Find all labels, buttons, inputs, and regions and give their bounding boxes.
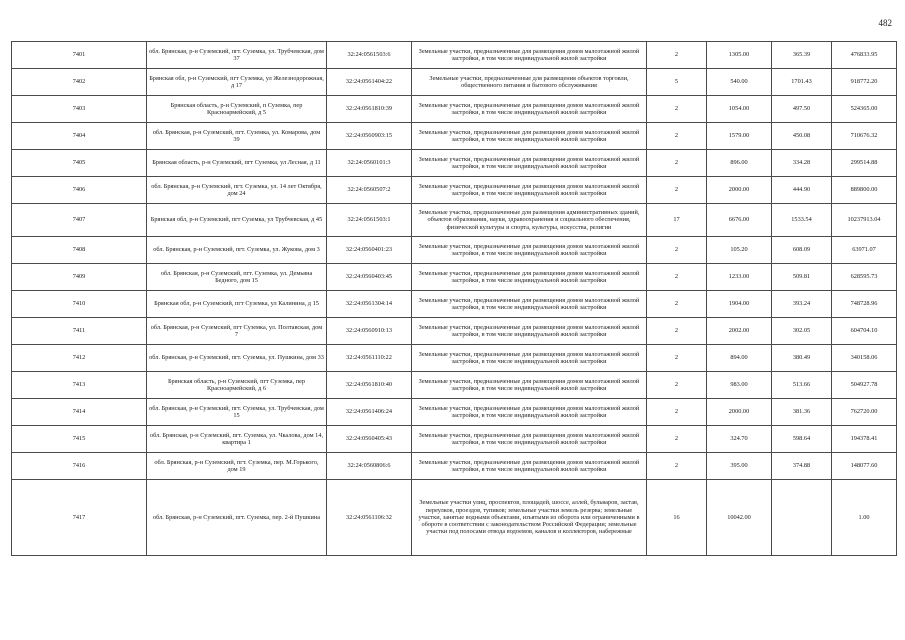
row-land-use: Земельные участки, предназначенные для размещения домов малоэтажной жилой застройки, в том числе индивидуальной жилой застройки [412,291,647,318]
row-group-code: 17 [647,204,707,237]
row-cadastral-number: 32:24:0561110:22 [327,345,412,372]
row-land-use: Земельные участки, предназначенные для размещения административных зданий, объектов образования, науки, здравоохранения и социального обеспечения, физической культуры и спорта, культуры, искусства, религии [412,204,647,237]
row-address: Брянская обл, р-н Суземский, пгт Суземка, ул Трубчевская, д 45 [147,204,327,237]
row-address: Брянская область, р-н Суземский, пгт Суземка, ул Лесная, д 11 [147,150,327,177]
row-group-code: 16 [647,480,707,556]
row-address: обл. Брянская, р-н Суземский, пгт. Суземка, ул. Чкалова, дом 14, квартира 1 [147,426,327,453]
row-area: 324.70 [707,426,772,453]
row-area: 1054.00 [707,96,772,123]
table-row [12,177,897,204]
table-row [12,96,897,123]
table-row [12,150,897,177]
row-specific-value: 393.24 [772,291,832,318]
row-area: 983.00 [707,372,772,399]
row-specific-value: 497.50 [772,96,832,123]
row-land-use: Земельные участки, предназначенные для размещения домов малоэтажной жилой застройки, в том числе индивидуальной жилой застройки [412,150,647,177]
row-address: обл. Брянская, р-н Суземский, пгт Суземка, ул. Полтавская, дом 7 [147,318,327,345]
row-address: Брянская обл, р-н Суземский, пгт Суземка, ул Железнодорожная, д 17 [147,69,327,96]
row-cadastral-number: 32:24:0561503:1 [327,204,412,237]
row-land-use: Земельные участки, предназначенные для размещения домов малоэтажной жилой застройки, в том числе индивидуальной жилой застройки [412,42,647,69]
row-number: 7417 [12,480,147,556]
row-specific-value: 374.88 [772,453,832,480]
row-area: 896.00 [707,150,772,177]
row-cadastral-value: 194378.41 [832,426,897,453]
row-cadastral-value: 63971.07 [832,237,897,264]
row-cadastral-number: 32:24:0561304:14 [327,291,412,318]
row-cadastral-value: 10237913.04 [832,204,897,237]
row-cadastral-value: 148077.60 [832,453,897,480]
row-area: 2002.00 [707,318,772,345]
row-group-code: 2 [647,264,707,291]
cadastral-value-table [11,41,897,556]
row-cadastral-value: 604704.10 [832,318,897,345]
row-address: обл. Брянская, р-н Суземский, пгт. Суземка, пер. М.Горького, дом 19 [147,453,327,480]
table-row [12,123,897,150]
row-specific-value: 1701.43 [772,69,832,96]
row-specific-value: 365.39 [772,42,832,69]
table-row [12,291,897,318]
row-cadastral-value: 762720.00 [832,399,897,426]
row-area: 395.00 [707,453,772,480]
row-cadastral-value: 918772.20 [832,69,897,96]
row-group-code: 2 [647,177,707,204]
table-row [12,345,897,372]
row-number: 7415 [12,426,147,453]
row-number: 7409 [12,264,147,291]
row-land-use: Земельные участки, предназначенные для размещения домов малоэтажной жилой застройки, в том числе индивидуальной жилой застройки [412,123,647,150]
page-number: 482 [878,18,892,28]
row-cadastral-value: 748728.96 [832,291,897,318]
row-number: 7406 [12,177,147,204]
row-area: 105.20 [707,237,772,264]
row-cadastral-value: 628595.73 [832,264,897,291]
table-row [12,426,897,453]
row-area: 2000.00 [707,399,772,426]
row-land-use: Земельные участки, предназначенные для размещения домов малоэтажной жилой застройки, в том числе индивидуальной жилой застройки [412,426,647,453]
row-cadastral-value: 504927.78 [832,372,897,399]
row-land-use: Земельные участки, предназначенные для размещения домов малоэтажной жилой застройки, в том числе индивидуальной жилой застройки [412,177,647,204]
row-number: 7405 [12,150,147,177]
row-number: 7408 [12,237,147,264]
row-cadastral-number: 32:24:0560903:15 [327,123,412,150]
row-address: обл. Брянская, р-н Суземский, пгт. Суземка, ул. Трубчевская, дом 37 [147,42,327,69]
row-number: 7410 [12,291,147,318]
row-number: 7407 [12,204,147,237]
row-specific-value: 444.90 [772,177,832,204]
row-cadastral-number: 32:24:0560101:3 [327,150,412,177]
row-land-use: Земельные участки, предназначенные для размещения домов малоэтажной жилой застройки, в том числе индивидуальной жилой застройки [412,237,647,264]
row-address: Брянская область, р-н Суземский, п Суземка, пер Красноармейский, д 5 [147,96,327,123]
row-address: обл. Брянская, р-н Суземский, пгт. Суземка, пер. 2-й Пушкина [147,480,327,556]
row-group-code: 2 [647,291,707,318]
row-cadastral-number: 32:24:0560507:2 [327,177,412,204]
row-group-code: 2 [647,42,707,69]
table-row [12,264,897,291]
row-area: 1904.00 [707,291,772,318]
row-land-use: Земельные участки, предназначенные для размещения домов малоэтажной жилой застройки, в том числе индивидуальной жилой застройки [412,453,647,480]
row-number: 7416 [12,453,147,480]
row-group-code: 2 [647,372,707,399]
table-row [12,480,897,556]
row-cadastral-value: 1.00 [832,480,897,556]
row-area: 10042.00 [707,480,772,556]
row-group-code: 2 [647,123,707,150]
row-cadastral-number: 32:24:0560403:45 [327,264,412,291]
row-specific-value: 598.64 [772,426,832,453]
row-group-code: 2 [647,345,707,372]
row-cadastral-value: 889800.00 [832,177,897,204]
row-group-code: 2 [647,318,707,345]
row-cadastral-number: 32:24:0561106:32 [327,480,412,556]
row-number: 7403 [12,96,147,123]
row-specific-value: 513.66 [772,372,832,399]
row-group-code: 5 [647,69,707,96]
row-cadastral-value: 340158.06 [832,345,897,372]
row-land-use: Земельные участки, предназначенные для размещения домов малоэтажной жилой застройки, в том числе индивидуальной жилой застройки [412,96,647,123]
row-area: 894.00 [707,345,772,372]
row-cadastral-value: 476833.95 [832,42,897,69]
row-land-use: Земельные участки улиц, проспектов, площадей, шоссе, аллей, бульваров, застав, переулков, проездов, тупиков; земельные участки земель резерва; земельные участки, занятые водными объектами, изъятыми из оборота или ограниченными в обороте в соответствии с законодательством Российской Федерации; земельные участки под полосами отвода водоемов, каналов и коллекторов, набережные [412,480,647,556]
row-area: 6676.00 [707,204,772,237]
row-land-use: Земельные участки, предназначенные для размещения объектов торговли, общественного питания и бытового обслуживания [412,69,647,96]
row-area: 540.00 [707,69,772,96]
row-cadastral-number: 32:24:0561404:22 [327,69,412,96]
row-address: обл. Брянская, р-н Суземский, пгт. Суземка, ул. Трубчевская, дом 15 [147,399,327,426]
row-address: Брянская обл, р-н Суземский, пгт Суземка, ул Калинина, д 15 [147,291,327,318]
row-number: 7401 [12,42,147,69]
row-specific-value: 450.08 [772,123,832,150]
row-number: 7413 [12,372,147,399]
table-row [12,204,897,237]
row-specific-value: 302.05 [772,318,832,345]
table-row [12,237,897,264]
table-row [12,69,897,96]
row-cadastral-number: 32:24:0561810:39 [327,96,412,123]
row-group-code: 2 [647,150,707,177]
row-cadastral-number: 32:24:0560405:43 [327,426,412,453]
row-address: обл. Брянская, р-н Суземский, пгт. Суземка, ул. Пушкина, дом 33 [147,345,327,372]
row-cadastral-value: 299514.88 [832,150,897,177]
row-cadastral-number: 32:24:0560401:23 [327,237,412,264]
row-land-use: Земельные участки, предназначенные для размещения домов малоэтажной жилой застройки, в том числе индивидуальной жилой застройки [412,318,647,345]
row-cadastral-number: 32:24:0560806:6 [327,453,412,480]
row-number: 7402 [12,69,147,96]
row-group-code: 2 [647,399,707,426]
row-address: обл. Брянская, р-н Суземский, пгт. Суземка, ул. 14 лет Октября, дом 24 [147,177,327,204]
row-land-use: Земельные участки, предназначенные для размещения домов малоэтажной жилой застройки, в том числе индивидуальной жилой застройки [412,345,647,372]
row-number: 7412 [12,345,147,372]
row-specific-value: 380.49 [772,345,832,372]
row-cadastral-number: 32:24:0561503:6 [327,42,412,69]
row-address: обл. Брянская, р-н Суземский, пгт. Суземка, ул. Демьяна Бедного, дом 15 [147,264,327,291]
row-specific-value: 381.36 [772,399,832,426]
row-group-code: 2 [647,426,707,453]
row-area: 1233.00 [707,264,772,291]
row-group-code: 2 [647,453,707,480]
table-row [12,42,897,69]
row-cadastral-value: 710676.32 [832,123,897,150]
row-land-use: Земельные участки, предназначенные для размещения домов малоэтажной жилой застройки, в том числе индивидуальной жилой застройки [412,372,647,399]
row-number: 7411 [12,318,147,345]
row-specific-value [772,480,832,556]
row-cadastral-number: 32:24:0561810:40 [327,372,412,399]
row-land-use: Земельные участки, предназначенные для размещения домов малоэтажной жилой застройки, в том числе индивидуальной жилой застройки [412,399,647,426]
row-address: обл. Брянская, р-н Суземский, пгт. Суземка, ул. Жукова, дом 3 [147,237,327,264]
row-number: 7404 [12,123,147,150]
row-specific-value: 509.81 [772,264,832,291]
row-area: 2000.00 [707,177,772,204]
row-cadastral-value: 524365.00 [832,96,897,123]
row-specific-value: 608.09 [772,237,832,264]
row-specific-value: 1533.54 [772,204,832,237]
row-address: Брянская область, р-н Суземский, пгт Суземка, пер Красноармейский, д 6 [147,372,327,399]
row-group-code: 2 [647,96,707,123]
table-row [12,453,897,480]
row-cadastral-number: 32:24:0560910:13 [327,318,412,345]
row-address: обл. Брянская, р-н Суземский, пгт. Суземка, ул. Комарова, дом 39 [147,123,327,150]
row-specific-value: 334.28 [772,150,832,177]
row-number: 7414 [12,399,147,426]
row-area: 1305.00 [707,42,772,69]
table-row [12,372,897,399]
table-row [12,399,897,426]
row-group-code: 2 [647,237,707,264]
table-row [12,318,897,345]
row-area: 1579.00 [707,123,772,150]
row-land-use: Земельные участки, предназначенные для размещения домов малоэтажной жилой застройки, в том числе индивидуальной жилой застройки [412,264,647,291]
row-cadastral-number: 32:24:0561406:24 [327,399,412,426]
